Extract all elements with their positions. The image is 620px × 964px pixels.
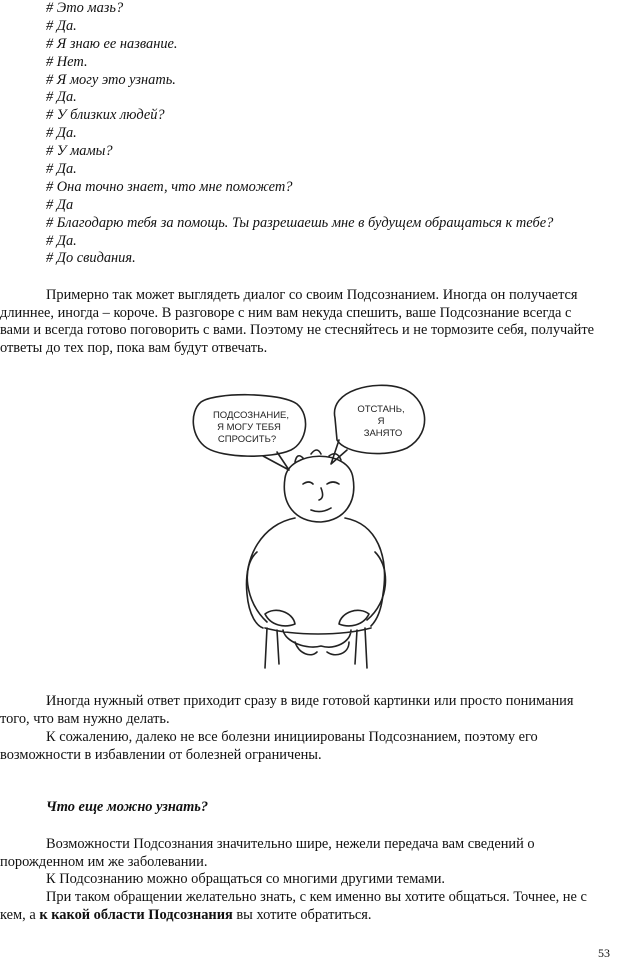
right-bubble-line: ОТСТАНЬ, [357,404,405,415]
dialog-line: # У мамы? [46,143,113,160]
left-bubble-line: СПРОСИТЬ? [217,434,277,445]
dialog-line: # Я знаю ее название. [46,35,178,52]
dialog-line: # Да [46,196,74,213]
right-bubble-line: Я [377,416,385,427]
dialog-line: # Да. [46,17,77,34]
right-bubble-line: ЗАНЯТО [363,428,403,439]
dialog-list [46,0,553,268]
paragraph-whom-to-address [0,889,600,924]
left-bubble-line: Я МОГУ ТЕБЯ [217,422,281,433]
left-bubble-line: ПОДСОЗНАНИЕ, [212,410,290,421]
dialog-line: # До свидания. [46,250,136,267]
section-heading: Что еще можно узнать? [46,799,209,815]
dialog-line: # У близких людей? [46,107,165,124]
bold-phrase: к какой области Подсознания [39,906,233,923]
text-segment: При таком обращении желательно знать, с кем именно вы хотите общаться. Точнее, не с кем, а [0,889,587,923]
dialog-line: # Благодарю тебя за помощь. Ты разрешаешь мне в будущем обращаться к тебе? [46,214,554,231]
dialog-line: # Да. [46,125,77,142]
dialog-line: # Я могу это узнать. [46,71,176,88]
dialog-line: # Она точно знает, что мне поможет? [46,178,293,195]
illustration-person-thinking [145,366,475,670]
dialog-line: # Нет. [46,53,88,70]
paragraph-limitations: К сожалению, далеко не все болезни инициированы Подсознанием, поэтому его возможности в избавлении от болезней ограничены. [0,729,538,763]
page-number: 53 [598,946,610,960]
dialog-line: # Да. [46,232,77,249]
dialog-line: # Это мазь? [46,0,124,16]
paragraph-other-topics: К Подсознанию можно обращаться со многими другими темами. [46,871,446,887]
paragraph-possibilities: Возможности Подсознания значительно шире, нежели передача вам сведений о порожденном им же заболевании. [0,836,535,870]
paragraph-instant-answer: Иногда нужный ответ приходит сразу в виде готовой картинки или просто понимания того, что вам нужно делать. [0,693,574,727]
dialog-line: # Да. [46,161,77,178]
paragraph-dialog-summary: Примерно так может выглядеть диалог со своим Подсознанием. Иногда он получается длиннее, иногда – короче. В разговоре с ним вам некуда спешить, ваше Подсознание всегда с вами и всегда готово поговорить с вами. Поэтому не стесняйтесь и не тормозите себя, получайте ответы до тех пор, пока вам будут отвечать. [0,287,595,356]
dialog-line: # Да. [46,89,77,106]
text-segment: вы хотите обратиться. [232,906,372,923]
